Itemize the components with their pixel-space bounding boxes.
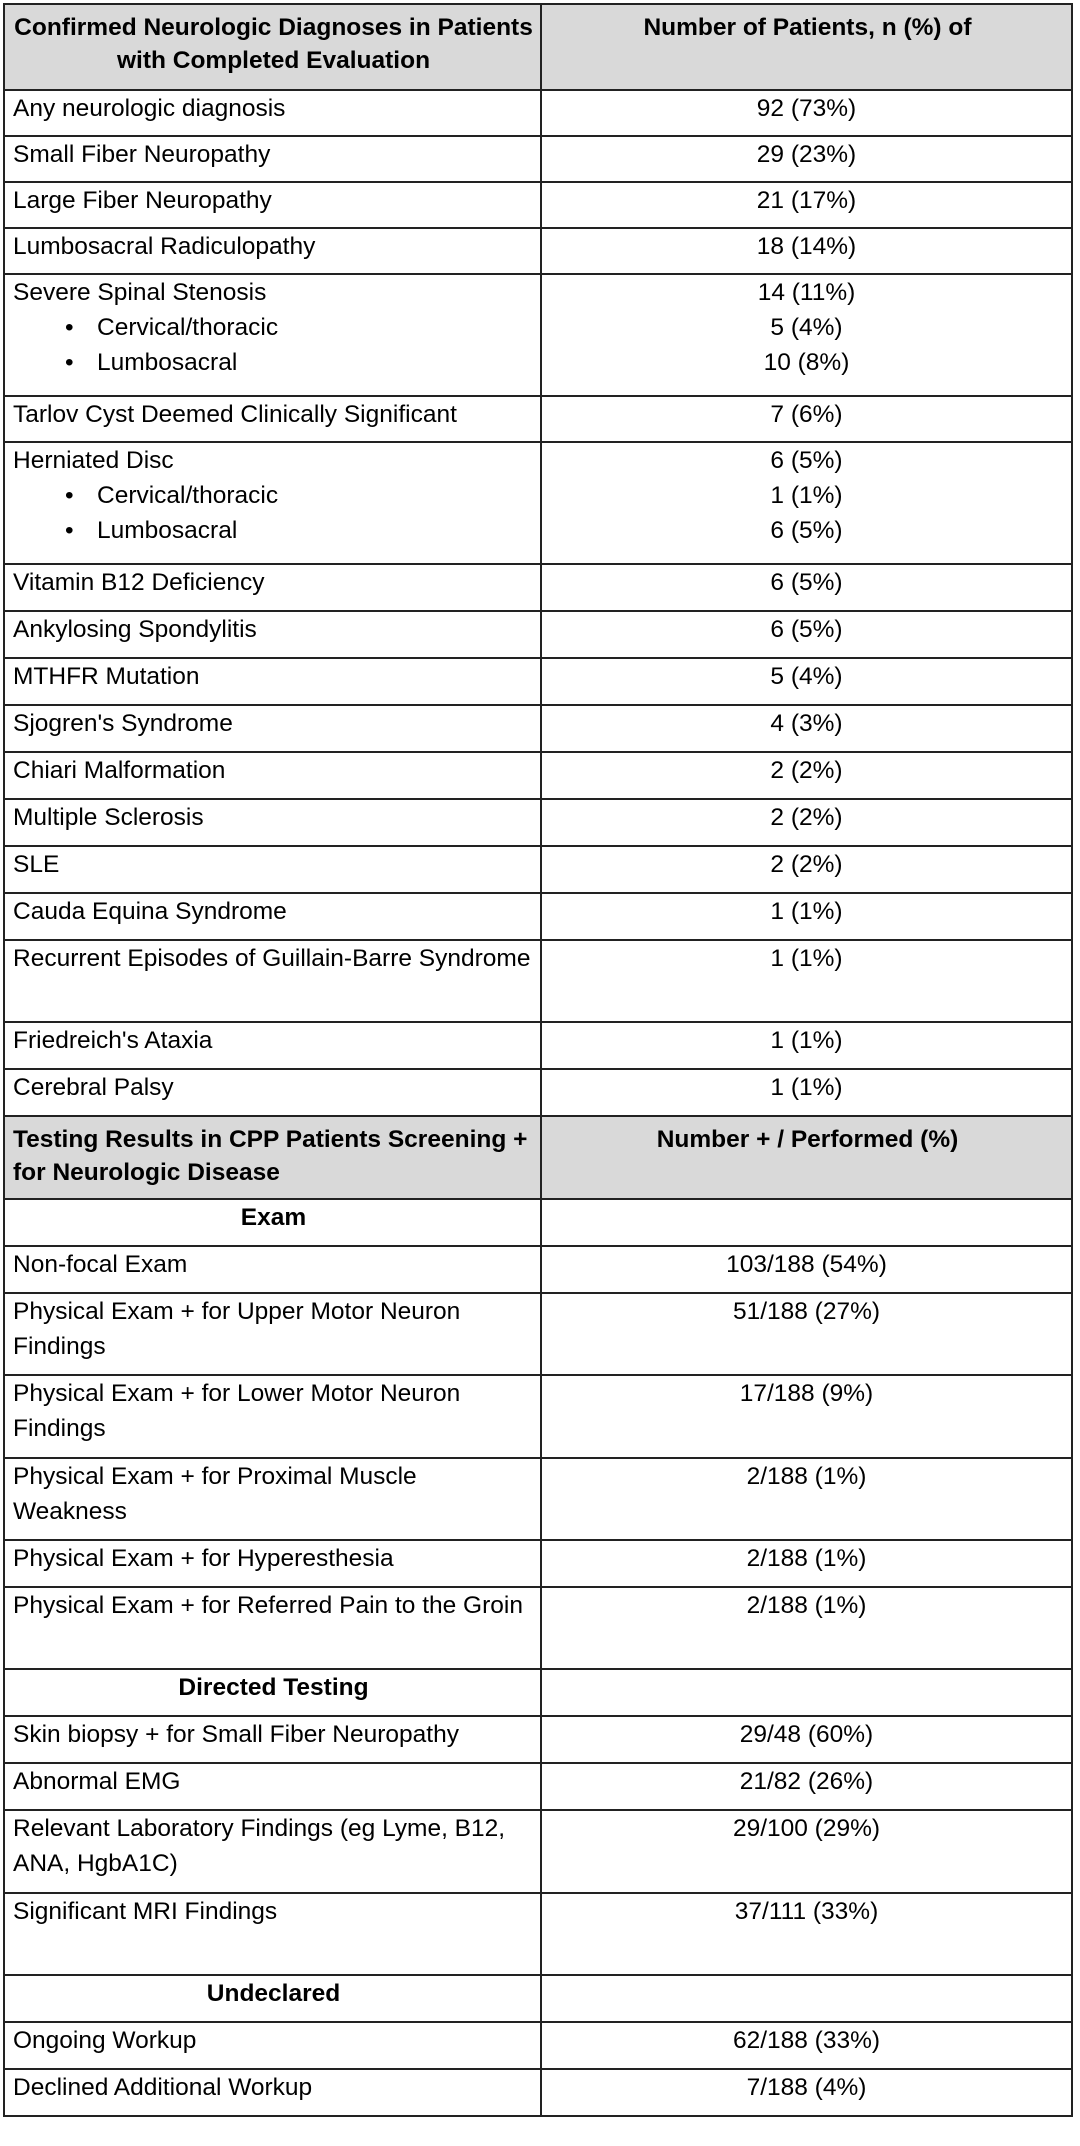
- table-row: [4, 1540, 1072, 1587]
- row-label: Physical Exam + for Upper Motor Neuron Findings: [4, 1293, 541, 1375]
- table-row: [4, 752, 1072, 799]
- row-value: 51/188 (27%): [541, 1293, 1072, 1375]
- row-value: 7 (6%): [541, 396, 1072, 442]
- row-value: 1 (1%): [541, 1022, 1072, 1069]
- table-row: [4, 1293, 1072, 1375]
- table1-header-label: Confirmed Neurologic Diagnoses in Patients with Completed Evaluation: [4, 4, 541, 90]
- row-value: 2 (2%): [541, 846, 1072, 893]
- row-label: Physical Exam + for Referred Pain to the Groin: [4, 1587, 541, 1669]
- section-title: Exam: [4, 1199, 541, 1246]
- section-empty-cell: [541, 1975, 1072, 2022]
- row-value: 6 (5%): [541, 611, 1072, 658]
- table-row: [4, 1587, 1072, 1669]
- row-value: 1 (1%): [541, 940, 1072, 1022]
- row-label-group: [4, 442, 541, 564]
- sub-item: [13, 513, 534, 548]
- row-value: 4 (3%): [541, 705, 1072, 752]
- row-value: 5 (4%): [541, 658, 1072, 705]
- table-row: [4, 1246, 1072, 1293]
- table-row: [4, 799, 1072, 846]
- row-label: Multiple Sclerosis: [4, 799, 541, 846]
- row-label: Severe Spinal Stenosis: [13, 279, 267, 306]
- sub-item-value: 5 (4%): [770, 314, 843, 341]
- table2-header-label: Testing Results in CPP Patients Screening + for Neurologic Disease: [4, 1116, 541, 1199]
- row-value: 6 (5%): [770, 447, 843, 474]
- row-value: 29/100 (29%): [541, 1810, 1072, 1893]
- table-row: [4, 564, 1072, 611]
- row-label: Physical Exam + for Hyperesthesia: [4, 1540, 541, 1587]
- section-row-exam: [4, 1199, 1072, 1246]
- sub-item-value: 10 (8%): [763, 349, 850, 376]
- row-value: 2 (2%): [541, 752, 1072, 799]
- bullet-icon: •: [65, 482, 74, 509]
- table1-header-value: Number of Patients, n (%) of: [541, 4, 1072, 90]
- sub-item-label: Cervical/thoracic: [97, 314, 279, 341]
- row-value: 29 (23%): [541, 136, 1072, 182]
- table2-header-value: Number + / Performed (%): [541, 1116, 1072, 1199]
- table-row: [4, 611, 1072, 658]
- table-row: [4, 274, 1072, 396]
- neurologic-diagnoses-table: [3, 3, 1073, 2117]
- row-label: Small Fiber Neuropathy: [4, 136, 541, 182]
- row-label: Herniated Disc: [13, 447, 174, 474]
- section-empty-cell: [541, 1669, 1072, 1716]
- sub-item-label: Lumbosacral: [97, 517, 238, 544]
- table-row: [4, 1763, 1072, 1810]
- row-value: 17/188 (9%): [541, 1375, 1072, 1458]
- row-label: Skin biopsy + for Small Fiber Neuropathy: [4, 1716, 541, 1763]
- row-label: Lumbosacral Radiculopathy: [4, 228, 541, 274]
- row-value: 7/188 (4%): [541, 2069, 1072, 2116]
- table-row: [4, 1375, 1072, 1458]
- row-label: Chiari Malformation: [4, 752, 541, 799]
- section-row-undeclared: [4, 1975, 1072, 2022]
- row-value-group: [541, 274, 1072, 396]
- table-row: [4, 136, 1072, 182]
- table2-header-row: [4, 1116, 1072, 1199]
- row-label: Physical Exam + for Proximal Muscle Weakness: [4, 1458, 541, 1540]
- row-label: Cerebral Palsy: [4, 1069, 541, 1116]
- row-label: Ankylosing Spondylitis: [4, 611, 541, 658]
- row-label: Ongoing Workup: [4, 2022, 541, 2069]
- table-row: [4, 90, 1072, 136]
- row-value: 21 (17%): [541, 182, 1072, 228]
- row-value: 103/188 (54%): [541, 1246, 1072, 1293]
- table-row: [4, 1458, 1072, 1540]
- bullet-icon: •: [65, 349, 74, 376]
- table-row: [4, 396, 1072, 442]
- sub-item-value: 6 (5%): [770, 517, 843, 544]
- bullet-icon: •: [65, 517, 74, 544]
- table-row: [4, 2069, 1072, 2116]
- row-label: Sjogren's Syndrome: [4, 705, 541, 752]
- sub-item: [13, 478, 534, 513]
- row-label: SLE: [4, 846, 541, 893]
- row-value: 21/82 (26%): [541, 1763, 1072, 1810]
- table-row: [4, 705, 1072, 752]
- table-row: [4, 228, 1072, 274]
- table1-header-row: [4, 4, 1072, 90]
- section-empty-cell: [541, 1199, 1072, 1246]
- bullet-icon: •: [65, 314, 74, 341]
- row-label: Non-focal Exam: [4, 1246, 541, 1293]
- row-label: Any neurologic diagnosis: [4, 90, 541, 136]
- row-value: 62/188 (33%): [541, 2022, 1072, 2069]
- row-label: Significant MRI Findings: [4, 1893, 541, 1975]
- sub-item: [13, 310, 534, 345]
- row-value: 1 (1%): [541, 1069, 1072, 1116]
- table-row: [4, 1022, 1072, 1069]
- row-label: Tarlov Cyst Deemed Clinically Significant: [4, 396, 541, 442]
- table-row: [4, 658, 1072, 705]
- row-label: Physical Exam + for Lower Motor Neuron Findings: [4, 1375, 541, 1458]
- row-value-group: [541, 442, 1072, 564]
- row-label: Vitamin B12 Deficiency: [4, 564, 541, 611]
- table-row: [4, 2022, 1072, 2069]
- row-value: 2/188 (1%): [541, 1540, 1072, 1587]
- row-value: 1 (1%): [541, 893, 1072, 940]
- row-label: Abnormal EMG: [4, 1763, 541, 1810]
- table-row: [4, 940, 1072, 1022]
- row-value: 92 (73%): [541, 90, 1072, 136]
- table-row: [4, 1810, 1072, 1893]
- section-title: Directed Testing: [4, 1669, 541, 1716]
- table-row: [4, 1716, 1072, 1763]
- sub-item-value: 1 (1%): [770, 482, 843, 509]
- row-label: Cauda Equina Syndrome: [4, 893, 541, 940]
- sub-item-label: Cervical/thoracic: [97, 482, 279, 509]
- table-row: [4, 846, 1072, 893]
- table-row: [4, 893, 1072, 940]
- sub-item: [13, 345, 534, 380]
- row-value: 18 (14%): [541, 228, 1072, 274]
- sub-item-label: Lumbosacral: [97, 349, 238, 376]
- row-label: Declined Additional Workup: [4, 2069, 541, 2116]
- table-row: [4, 442, 1072, 564]
- row-value: 29/48 (60%): [541, 1716, 1072, 1763]
- row-value: 2 (2%): [541, 799, 1072, 846]
- row-label: Recurrent Episodes of Guillain-Barre Syndrome: [4, 940, 541, 1022]
- row-label: Large Fiber Neuropathy: [4, 182, 541, 228]
- section-row-directed-testing: [4, 1669, 1072, 1716]
- row-label-group: [4, 274, 541, 396]
- row-label: MTHFR Mutation: [4, 658, 541, 705]
- table-row: [4, 182, 1072, 228]
- row-value: 2/188 (1%): [541, 1587, 1072, 1669]
- table-row: [4, 1893, 1072, 1975]
- row-label: Relevant Laboratory Findings (eg Lyme, B12, ANA, HgbA1C): [4, 1810, 541, 1893]
- section-title: Undeclared: [4, 1975, 541, 2022]
- row-value: 37/111 (33%): [541, 1893, 1072, 1975]
- row-label: Friedreich's Ataxia: [4, 1022, 541, 1069]
- row-value: 6 (5%): [541, 564, 1072, 611]
- row-value: 14 (11%): [757, 279, 856, 306]
- row-value: 2/188 (1%): [541, 1458, 1072, 1540]
- table-row: [4, 1069, 1072, 1116]
